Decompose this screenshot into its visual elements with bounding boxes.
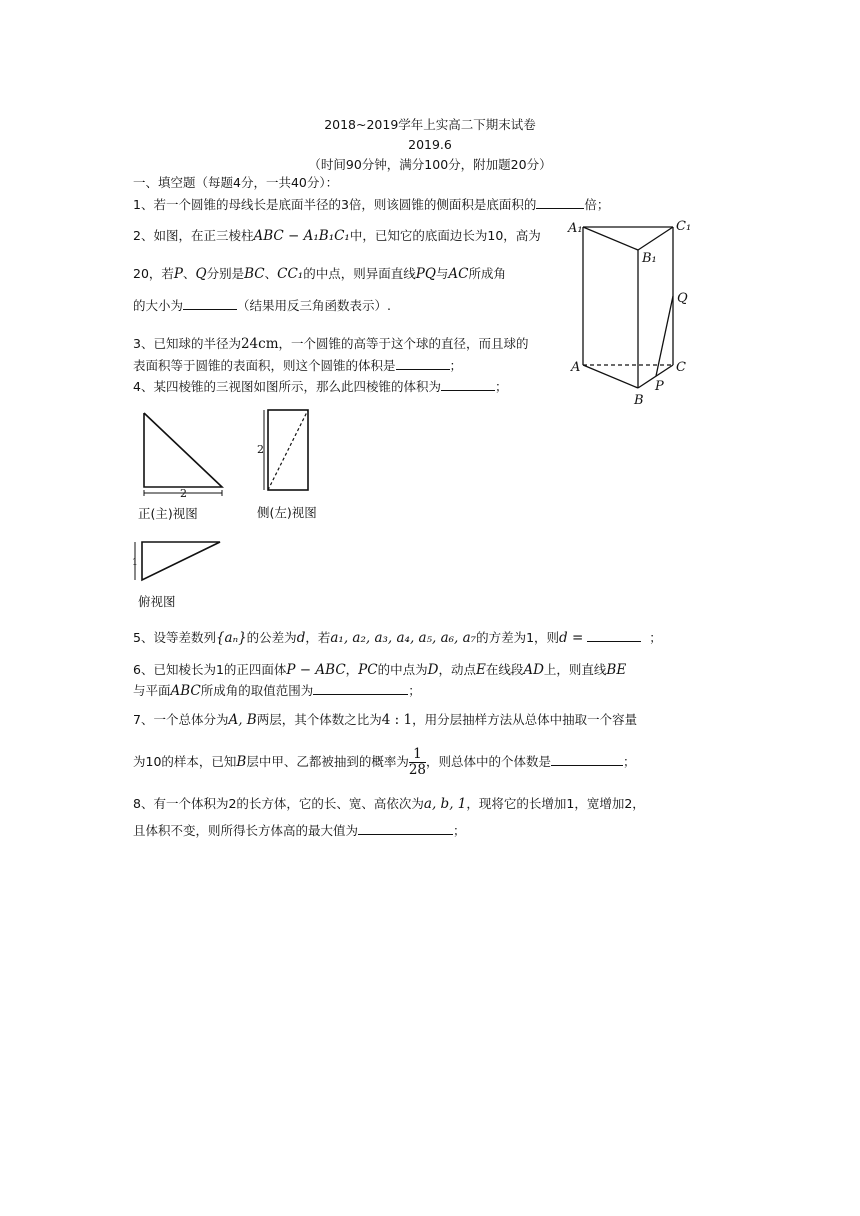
q3-text-2: ，一个圆锥的高等于这个球的直径，而且球的: [278, 336, 529, 351]
question-6-line-2: [133, 682, 421, 699]
segment-bc: BC: [244, 266, 265, 282]
q1-text: 1、若一个圆锥的母线长是底面半径的3倍，则该圆锥的侧面积是底面积的: [133, 197, 537, 212]
top-view: [130, 537, 230, 617]
q5-text-3: ，若: [305, 630, 331, 645]
front-dimension-label: 2: [180, 487, 187, 500]
q3-tail: ；: [449, 358, 463, 373]
question-6-line-1: [133, 662, 626, 678]
q4-text: 4、某四棱锥的三视图如图所示，那么此四棱锥的体积为: [133, 379, 441, 394]
point-p: P: [173, 266, 183, 282]
q3-text-1: 3、已知球的半径为: [133, 336, 241, 351]
q1-tail: 倍；: [584, 197, 610, 212]
q7-blank: [551, 753, 623, 766]
line-be: BE: [606, 662, 627, 678]
fraction-denominator: 28: [408, 762, 427, 778]
q2-text-8: 的大小为: [133, 298, 184, 313]
prism-name: ABC − A₁B₁C₁: [253, 228, 350, 244]
q2-blank: [183, 297, 237, 310]
exam-title: 2018~2019学年上实高二下期末试卷: [324, 117, 536, 132]
q6-text-5: 在线段: [485, 662, 524, 677]
top-view-triangle: [142, 542, 220, 580]
box-dimensions: a, b, 1: [423, 796, 467, 812]
q8-blank: [358, 822, 453, 835]
segment-ad: AD: [523, 662, 544, 678]
q8-text-3: 且体积不变，则所得长方体高的最大值为: [133, 823, 359, 838]
question-1: [133, 196, 609, 213]
q2-text-4: 分别是: [206, 266, 245, 281]
segment-pq: [656, 296, 673, 376]
point-e: E: [475, 662, 486, 678]
q1-blank: [536, 196, 584, 209]
q2-sep-1: 、: [183, 266, 196, 281]
var-d: d: [296, 630, 306, 646]
q6-text-7: 与平面: [133, 683, 171, 698]
q7-text-3: ，用分层抽样方法从总体中抽取一个容量: [412, 712, 638, 727]
side-view-caption: 侧(左)视图: [257, 505, 317, 520]
q4-tail: ；: [494, 379, 508, 394]
q4-blank: [441, 378, 495, 391]
line-pq: PQ: [415, 266, 436, 282]
q5-blank: [587, 629, 641, 642]
q6-text-4: ，动点: [438, 662, 476, 677]
side-view: [252, 405, 332, 525]
question-5: [133, 629, 662, 646]
label-q: Q: [677, 291, 688, 306]
label-c: C: [676, 360, 686, 375]
q5-tail: ；: [649, 630, 662, 645]
segment-cc1: CC₁: [277, 266, 304, 282]
q7-text-5: 层中甲、乙都被抽到的概率为: [246, 754, 409, 769]
question-7-line-2: [133, 745, 636, 779]
edge-a1b1: [583, 227, 638, 250]
edge-b1c1: [638, 227, 673, 250]
q2-text-7: 所成角: [468, 266, 507, 281]
question-2-line-2: [133, 266, 506, 282]
q2-text-6: 与: [435, 266, 449, 281]
label-b: B: [634, 393, 644, 408]
point-q: Q: [195, 266, 207, 282]
point-d: D: [427, 662, 439, 678]
top-dimension-label: 1: [132, 558, 138, 568]
edge-ab: [583, 365, 638, 388]
question-3-line-2: [133, 357, 462, 374]
q5-text-4: 的方差为1，则: [476, 630, 560, 645]
q3-blank: [396, 357, 450, 370]
exam-date: 2019.6: [408, 137, 452, 152]
q2-text-3: 20，若: [133, 266, 174, 281]
q8-text-1: 8、有一个体积为2的长方体，它的长、宽、高依次为: [133, 796, 424, 811]
label-b1: B₁: [642, 251, 657, 266]
q2-text-5: 的中点，则异面直线: [303, 266, 416, 281]
question-7-line-1: [133, 712, 637, 728]
prism-figure: [560, 210, 710, 410]
q3-text-3: 表面积等于圆锥的表面积，则这个圆锥的体积是: [133, 358, 396, 373]
q6-text-1: 6、已知棱长为1的正四面体: [133, 662, 287, 677]
q6-text-3: 的中点为: [377, 662, 428, 677]
front-view-caption: 正(主)视图: [138, 506, 198, 521]
q7-text-4: 为10的样本，已知: [133, 754, 237, 769]
q5-text-2: 的公差为: [246, 630, 297, 645]
q8-text-2: ，现将它的长增加1，宽增加2，: [466, 796, 645, 811]
q2-text-2: 中，已知它的底面边长为10，高为: [349, 228, 541, 243]
q2-text-1: 2、如图，在正三棱柱: [133, 228, 254, 243]
side-dimension-label: 2: [257, 443, 264, 456]
q6-tail: ；: [408, 683, 421, 698]
front-view-triangle: [144, 413, 222, 487]
question-4: [133, 378, 507, 395]
question-2-line-1: [133, 228, 541, 244]
label-c1: C₁: [676, 219, 692, 234]
edge-pc: PC: [358, 662, 378, 678]
q6-text-6: 上，则直线: [543, 662, 607, 677]
line-ac: AC: [448, 266, 469, 282]
question-2-line-3: [133, 297, 391, 314]
plane-abc: ABC: [170, 683, 201, 699]
sequence-an: {aₙ}: [215, 630, 247, 646]
probability-fraction: [409, 747, 426, 778]
q2-sep-2: 、: [264, 266, 278, 281]
side-view-hidden-edge: [268, 410, 308, 490]
q6-text-8: 所成角的取值范围为: [200, 683, 314, 698]
q6-text-2: ，: [345, 662, 359, 677]
q5-text-1: 5、设等差数列: [133, 630, 216, 645]
layer-b: B: [236, 754, 247, 770]
sequence-terms: a₁, a₂, a₃, a₄, a₅, a₆, a₇: [330, 630, 477, 646]
layer-ratio: 4 : 1: [381, 712, 413, 728]
label-a1: A₁: [568, 221, 583, 236]
section-heading: 一、填空题（每题4分，一共40分）：: [133, 175, 339, 190]
question-8-line-2: [133, 822, 466, 839]
exam-info: （时间90分钟，满分100分，附加题20分）: [308, 157, 552, 172]
label-a: A: [571, 360, 581, 375]
label-p: P: [655, 379, 664, 394]
layers-ab: A, B: [228, 712, 257, 728]
top-view-caption: 俯视图: [138, 594, 176, 609]
sphere-radius: 24cm: [240, 336, 279, 352]
front-view: [134, 405, 234, 525]
q6-blank: [313, 682, 408, 695]
q2-text-9: （结果用反三角函数表示）.: [237, 298, 391, 313]
q7-text-1: 7、一个总体分为: [133, 712, 229, 727]
q7-tail: ；: [623, 754, 636, 769]
question-8-line-1: [133, 796, 645, 812]
q7-text-2: 两层，其个体数之比为: [256, 712, 382, 727]
q8-tail: ；: [453, 823, 466, 838]
d-equals: d =: [559, 630, 584, 646]
q7-text-6: ，则总体中的个体数是: [426, 754, 552, 769]
tetrahedron-name: P − ABC: [286, 662, 346, 678]
question-3-line-1: [133, 336, 529, 352]
fraction-numerator: 1: [409, 747, 426, 763]
